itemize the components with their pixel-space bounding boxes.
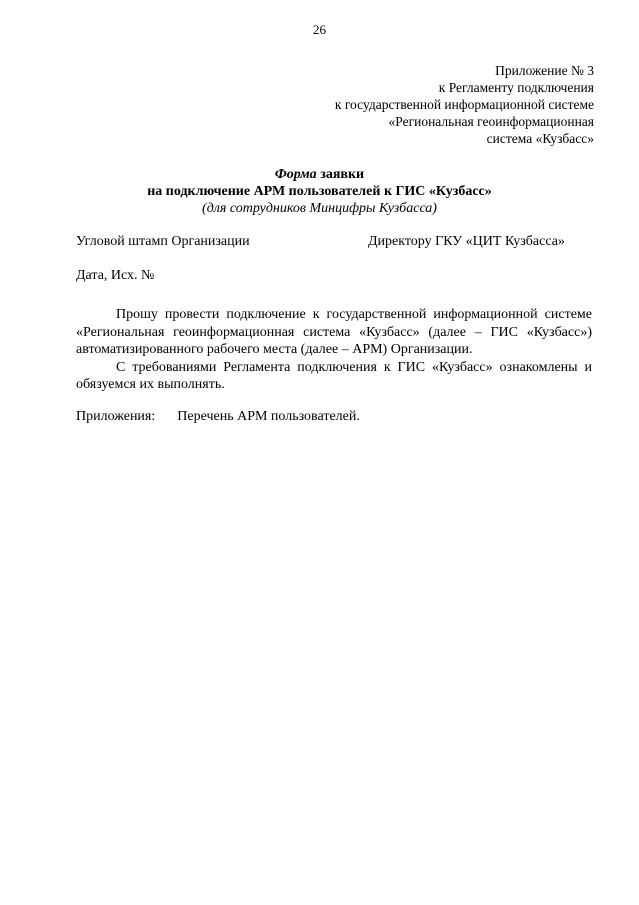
appendix-line-5: система «Кузбасс» [486,131,594,146]
appendix-line-2: к Регламенту подключения [438,80,594,95]
form-title [0,166,639,217]
form-title-rest: заявки [316,167,365,182]
appendix-header [335,62,594,147]
attachments-line [76,409,360,425]
attachments-label: Приложения: [76,409,156,424]
form-title-line-1 [0,166,639,183]
addressee: Директору ГКУ «ЦИТ Кузбасса» [368,234,565,249]
request-body [76,306,592,394]
form-title-italic-word: Форма [274,167,317,182]
appendix-line-1: Приложение № 3 [495,63,594,78]
appendix-line-4: «Региональная геоинформационная [388,114,594,129]
corner-stamp-label: Угловой штамп Организации [76,234,250,249]
form-title-line-3: (для сотрудников Минцифры Кузбасса) [202,201,437,216]
page-number: 26 [313,22,326,37]
appendix-line-3: к государственной информационной системе [334,97,594,112]
attachments-value: Перечень АРМ пользователей. [177,409,360,424]
paragraph-acknowledgement: С требованиями Регламента подключения к ГИС «Кузбасс» ознакомлены и обязуемся их выполнять. [76,359,592,392]
date-ref-line: Дата, Исх. № [76,268,155,283]
paragraph-request: Прошу провести подключение к государственной информационной системе «Региональная геоинформационная система «Кузбасс» (далее – ГИС «Кузбасс») автоматизированного рабочего места (далее – АРМ) Организации. [76,307,592,357]
form-title-line-2: на подключение АРМ пользователей к ГИС «Кузбасс» [147,184,492,199]
